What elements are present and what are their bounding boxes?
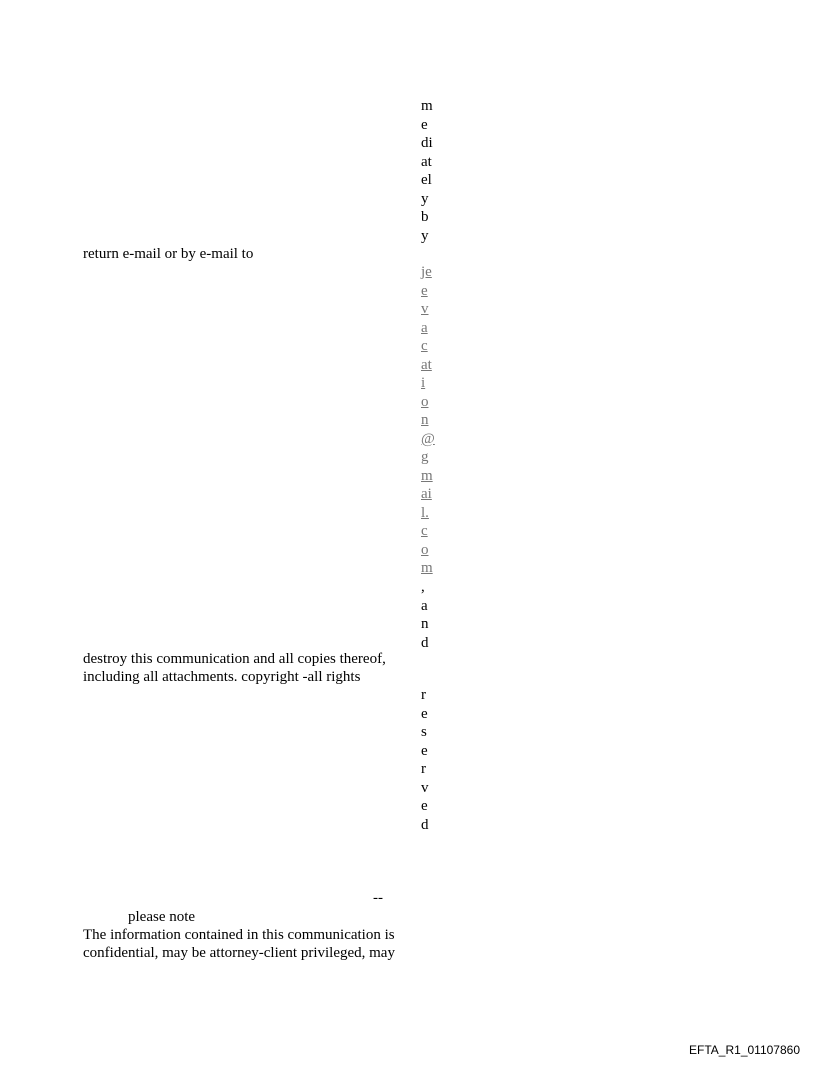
char-fragment: y	[421, 227, 429, 244]
char-fragment: e	[421, 742, 428, 759]
line-return-email: return e-mail or by e-mail to	[83, 246, 254, 262]
char-fragment: n	[421, 616, 429, 632]
char-fragment: r	[421, 687, 426, 703]
char-fragment: s	[421, 724, 427, 740]
line-destroy: destroy this communication and all copies thereof,	[83, 651, 386, 667]
char-fragment: at	[421, 153, 432, 170]
separator-dash: --	[373, 890, 383, 906]
column-reserved	[421, 686, 429, 834]
email-fragment[interactable]: o	[421, 541, 429, 558]
email-fragment[interactable]: a	[421, 319, 428, 336]
document-id: EFTA_R1_01107860	[689, 1043, 800, 1057]
char-fragment: a	[421, 597, 428, 614]
please-note-heading: please note	[128, 909, 196, 925]
email-fragment[interactable]: o	[421, 393, 429, 410]
email-fragment[interactable]: @	[421, 430, 435, 447]
email-fragment[interactable]: at	[421, 356, 432, 373]
email-fragment[interactable]: c	[421, 338, 428, 354]
char-fragment: r	[421, 761, 426, 777]
email-fragment[interactable]: g	[421, 449, 429, 465]
char-fragment: v	[421, 779, 429, 796]
line-info-2: confidential, may be attorney-client privileged, may	[83, 945, 395, 961]
char-fragment: d	[421, 634, 429, 651]
char-fragment: e	[421, 798, 428, 814]
char-fragment: y	[421, 190, 429, 207]
column-and	[421, 578, 429, 652]
char-fragment: ,	[421, 579, 425, 595]
email-fragment[interactable]: n	[421, 412, 429, 428]
char-fragment: el	[421, 172, 432, 188]
email-fragment[interactable]: c	[421, 523, 428, 539]
email-fragment[interactable]: je	[421, 264, 432, 280]
char-fragment: d	[421, 816, 429, 833]
char-fragment: b	[421, 209, 429, 225]
email-link-column[interactable]	[421, 263, 435, 578]
column-immediately-by	[421, 97, 433, 245]
email-fragment[interactable]: e	[421, 282, 428, 299]
char-fragment: e	[421, 116, 428, 133]
char-fragment: m	[421, 98, 433, 114]
email-fragment[interactable]: l.	[421, 504, 429, 521]
email-fragment[interactable]: i	[421, 375, 426, 391]
email-fragment[interactable]: ai	[421, 486, 432, 502]
email-fragment[interactable]: m	[421, 560, 433, 576]
email-fragment[interactable]: v	[421, 301, 429, 317]
email-fragment[interactable]: m	[421, 467, 433, 484]
line-including: including all attachments. copyright -all rights	[83, 669, 361, 685]
line-info-1: The information contained in this communication is	[83, 927, 395, 943]
char-fragment: di	[421, 135, 433, 151]
char-fragment: e	[421, 705, 428, 722]
